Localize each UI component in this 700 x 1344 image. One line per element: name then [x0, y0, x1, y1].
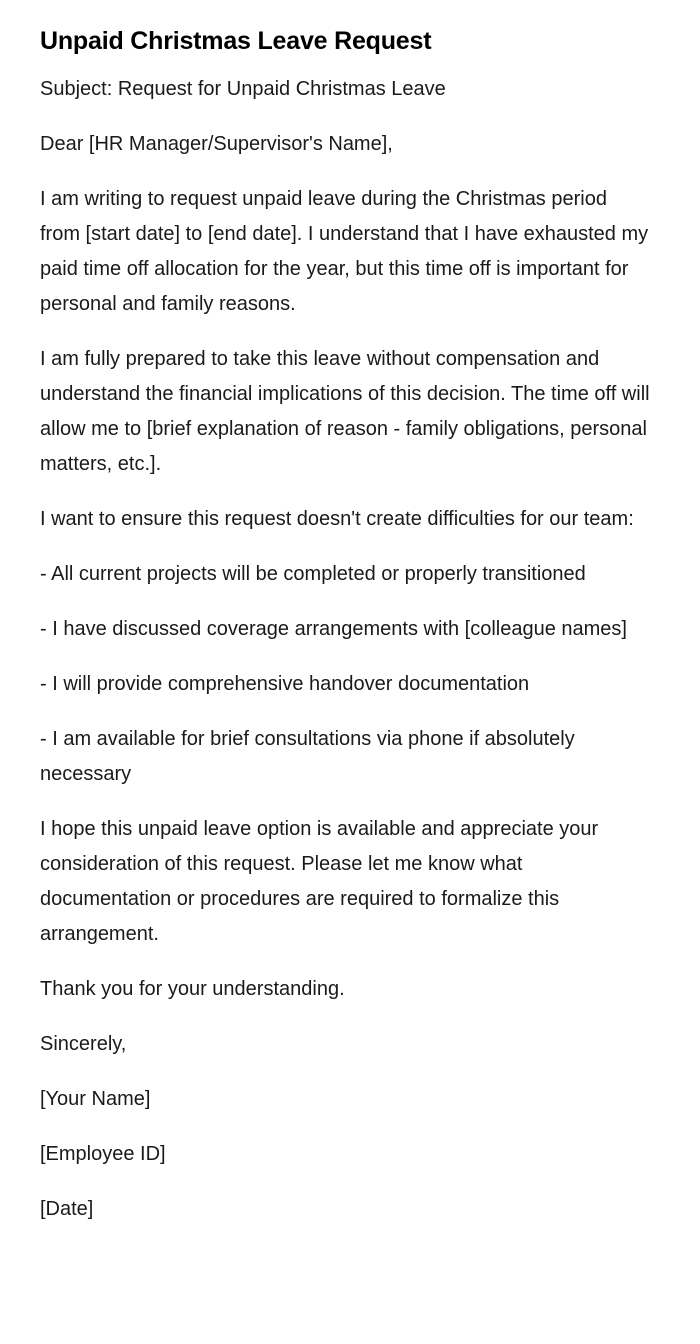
bullet-handover: - I will provide comprehensive handover documentation: [40, 673, 530, 695]
body-paragraph-compensation: I am fully prepared to take this leave without compensation and understand the financial implications of this decision. The time off will allow me to [brief explanation of reason - family obligations, personal matters, etc.].: [40, 348, 650, 475]
document-title: Unpaid Christmas Leave Request: [40, 27, 432, 55]
bullet-projects: - All current projects will be completed or properly transitioned: [40, 563, 586, 585]
body-paragraph-request: I am writing to request unpaid leave during the Christmas period from [start date] to [end date]. I understand that I have exhausted my paid time off allocation for the year, but this time off is important for personal and family reasons.: [40, 188, 649, 315]
subject-line: Subject: Request for Unpaid Christmas Leave: [40, 78, 446, 100]
signature-date: [Date]: [40, 1198, 94, 1220]
body-paragraph-team: I want to ensure this request doesn't create difficulties for our team:: [40, 508, 634, 530]
signature-employee-id: [Employee ID]: [40, 1143, 166, 1165]
bullet-coverage: - I have discussed coverage arrangements with [colleague names]: [40, 618, 627, 640]
salutation: Dear [HR Manager/Supervisor's Name],: [40, 133, 393, 155]
body-paragraph-closing: I hope this unpaid leave option is available and appreciate your consideration of this request. Please let me know what documentation or procedures are required to formalize this arrangement.: [40, 818, 599, 945]
bullet-consultations: - I am available for brief consultations via phone if absolutely necessary: [40, 728, 575, 785]
signature-name: [Your Name]: [40, 1088, 151, 1110]
thanks-line: Thank you for your understanding.: [40, 978, 345, 1000]
closing-line: Sincerely,: [40, 1033, 127, 1055]
